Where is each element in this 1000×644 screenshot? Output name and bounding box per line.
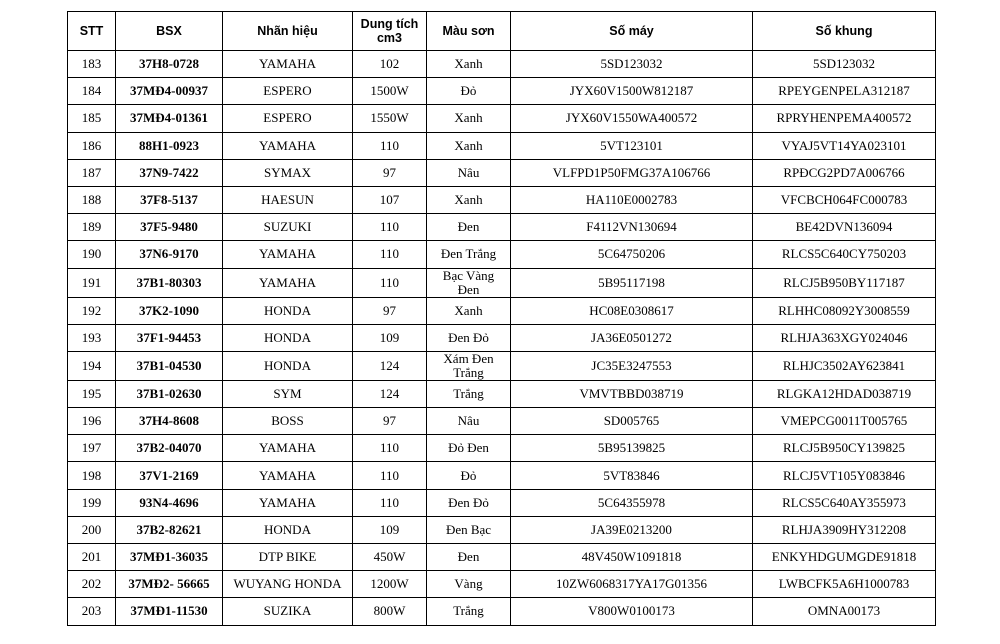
cell-capacity: 110: [353, 435, 427, 462]
cell-capacity: 110: [353, 241, 427, 268]
cell-color: Đen Đỏ: [427, 489, 511, 516]
cell-plate-number: 37H4-8608: [116, 408, 223, 435]
cell-stt: 185: [68, 105, 116, 132]
table-row: [68, 105, 936, 132]
cell-engine-number: HA110E0002783: [511, 186, 753, 213]
cell-capacity: 1500W: [353, 78, 427, 105]
cell-engine-number: V800W0100173: [511, 598, 753, 625]
cell-frame-number: VFCBCH064FC000783: [753, 186, 936, 213]
header-stt: STT: [68, 12, 116, 51]
table-row: [68, 435, 936, 462]
header-capacity: Dung tích cm3: [353, 12, 427, 51]
cell-brand: HAESUN: [223, 186, 353, 213]
cell-engine-number: 5SD123032: [511, 51, 753, 78]
cell-engine-number: F4112VN130694: [511, 214, 753, 241]
table-row: [68, 462, 936, 489]
cell-color: Nâu: [427, 408, 511, 435]
cell-engine-number: JYX60V1500W812187: [511, 78, 753, 105]
cell-frame-number: RLHJA363XGY024046: [753, 324, 936, 351]
cell-capacity: 97: [353, 408, 427, 435]
cell-brand: YAMAHA: [223, 241, 353, 268]
cell-color: Đen: [427, 214, 511, 241]
cell-frame-number: RLGKA12HDAD038719: [753, 380, 936, 407]
cell-stt: 187: [68, 159, 116, 186]
cell-capacity: 124: [353, 351, 427, 380]
header-brand: Nhãn hiệu: [223, 12, 353, 51]
cell-plate-number: 37F5-9480: [116, 214, 223, 241]
cell-color: Đen Trắng: [427, 241, 511, 268]
cell-brand: SUZUKI: [223, 214, 353, 241]
cell-frame-number: RLCJ5VT105Y083846: [753, 462, 936, 489]
cell-color: Vàng: [427, 571, 511, 598]
cell-plate-number: 37B1-04530: [116, 351, 223, 380]
table-row: [68, 297, 936, 324]
table-row: [68, 268, 936, 297]
cell-frame-number: VYAJ5VT14YA023101: [753, 132, 936, 159]
table-row: [68, 241, 936, 268]
cell-stt: 201: [68, 544, 116, 571]
cell-stt: 200: [68, 516, 116, 543]
cell-frame-number: OMNA00173: [753, 598, 936, 625]
cell-frame-number: RLHHC08092Y3008559: [753, 297, 936, 324]
cell-plate-number: 37B1-80303: [116, 268, 223, 297]
table-body: [68, 51, 936, 626]
cell-engine-number: 5C64355978: [511, 489, 753, 516]
cell-brand: ESPERO: [223, 105, 353, 132]
table-row: [68, 351, 936, 380]
cell-stt: 199: [68, 489, 116, 516]
table-row: [68, 598, 936, 625]
cell-brand: SYM: [223, 380, 353, 407]
cell-frame-number: ENKYHDGUMGDE91818: [753, 544, 936, 571]
cell-engine-number: 5VT83846: [511, 462, 753, 489]
cell-stt: 183: [68, 51, 116, 78]
cell-color: Xanh: [427, 186, 511, 213]
cell-stt: 192: [68, 297, 116, 324]
cell-frame-number: RLCJ5B950CY139825: [753, 435, 936, 462]
cell-plate-number: 37F8-5137: [116, 186, 223, 213]
header-color: Màu sơn: [427, 12, 511, 51]
cell-color: Trắng: [427, 380, 511, 407]
cell-color: Bạc Vàng Đen: [427, 268, 511, 297]
cell-frame-number: RPRYHENPEMA400572: [753, 105, 936, 132]
cell-brand: HONDA: [223, 516, 353, 543]
cell-plate-number: 37H8-0728: [116, 51, 223, 78]
cell-stt: 191: [68, 268, 116, 297]
cell-brand: SYMAX: [223, 159, 353, 186]
cell-capacity: 1200W: [353, 571, 427, 598]
cell-engine-number: SD005765: [511, 408, 753, 435]
cell-engine-number: 5VT123101: [511, 132, 753, 159]
table-row: [68, 516, 936, 543]
table-row: [68, 324, 936, 351]
cell-stt: 203: [68, 598, 116, 625]
cell-brand: HONDA: [223, 351, 353, 380]
cell-plate-number: 37B2-04070: [116, 435, 223, 462]
cell-color: Đen Đỏ: [427, 324, 511, 351]
cell-stt: 196: [68, 408, 116, 435]
cell-capacity: 110: [353, 462, 427, 489]
cell-brand: DTP BIKE: [223, 544, 353, 571]
cell-plate-number: 37MĐ1-36035: [116, 544, 223, 571]
cell-color: Đen: [427, 544, 511, 571]
cell-plate-number: 37N6-9170: [116, 241, 223, 268]
cell-plate-number: 37MĐ4-00937: [116, 78, 223, 105]
cell-stt: 184: [68, 78, 116, 105]
cell-brand: ESPERO: [223, 78, 353, 105]
cell-brand: YAMAHA: [223, 435, 353, 462]
cell-capacity: 97: [353, 159, 427, 186]
cell-capacity: 102: [353, 51, 427, 78]
cell-color: Xanh: [427, 297, 511, 324]
cell-brand: HONDA: [223, 324, 353, 351]
cell-engine-number: 10ZW6068317YA17G01356: [511, 571, 753, 598]
cell-stt: 188: [68, 186, 116, 213]
header-bsx: BSX: [116, 12, 223, 51]
cell-capacity: 97: [353, 297, 427, 324]
cell-color: Đỏ: [427, 78, 511, 105]
cell-stt: 194: [68, 351, 116, 380]
cell-capacity: 1550W: [353, 105, 427, 132]
table-row: [68, 186, 936, 213]
cell-plate-number: 37B1-02630: [116, 380, 223, 407]
cell-capacity: 109: [353, 516, 427, 543]
cell-color: Xanh: [427, 105, 511, 132]
cell-capacity: 107: [353, 186, 427, 213]
cell-brand: YAMAHA: [223, 132, 353, 159]
table-row: [68, 159, 936, 186]
cell-plate-number: 37F1-94453: [116, 324, 223, 351]
cell-engine-number: 5B95117198: [511, 268, 753, 297]
cell-frame-number: LWBCFK5A6H1000783: [753, 571, 936, 598]
cell-capacity: 110: [353, 132, 427, 159]
header-row: [68, 12, 936, 51]
cell-plate-number: 37N9-7422: [116, 159, 223, 186]
cell-engine-number: JA39E0213200: [511, 516, 753, 543]
table-row: [68, 214, 936, 241]
cell-color: Nâu: [427, 159, 511, 186]
cell-stt: 202: [68, 571, 116, 598]
cell-plate-number: 93N4-4696: [116, 489, 223, 516]
cell-stt: 195: [68, 380, 116, 407]
table-row: [68, 408, 936, 435]
cell-capacity: 110: [353, 214, 427, 241]
cell-color: Đỏ: [427, 462, 511, 489]
cell-plate-number: 37K2-1090: [116, 297, 223, 324]
cell-color: Trắng: [427, 598, 511, 625]
cell-brand: YAMAHA: [223, 462, 353, 489]
table-row: [68, 489, 936, 516]
table-row: [68, 78, 936, 105]
cell-capacity: 109: [353, 324, 427, 351]
cell-frame-number: RLCS5C640AY355973: [753, 489, 936, 516]
cell-color: Xám Đen Trắng: [427, 351, 511, 380]
cell-plate-number: 37MĐ2- 56665: [116, 571, 223, 598]
cell-engine-number: JA36E0501272: [511, 324, 753, 351]
cell-frame-number: BE42DVN136094: [753, 214, 936, 241]
table-row: [68, 544, 936, 571]
cell-capacity: 800W: [353, 598, 427, 625]
cell-engine-number: 48V450W1091818: [511, 544, 753, 571]
cell-brand: BOSS: [223, 408, 353, 435]
table-row: [68, 132, 936, 159]
cell-color: Xanh: [427, 132, 511, 159]
cell-frame-number: RPEYGENPELA312187: [753, 78, 936, 105]
cell-frame-number: RLHJA3909HY312208: [753, 516, 936, 543]
cell-stt: 197: [68, 435, 116, 462]
cell-engine-number: JYX60V1550WA400572: [511, 105, 753, 132]
cell-stt: 198: [68, 462, 116, 489]
cell-brand: YAMAHA: [223, 489, 353, 516]
cell-brand: HONDA: [223, 297, 353, 324]
cell-color: Xanh: [427, 51, 511, 78]
cell-color: Đỏ Đen: [427, 435, 511, 462]
cell-plate-number: 37B2-82621: [116, 516, 223, 543]
cell-frame-number: RPĐCG2PD7A006766: [753, 159, 936, 186]
cell-stt: 190: [68, 241, 116, 268]
cell-engine-number: HC08E0308617: [511, 297, 753, 324]
cell-engine-number: VMVTBBD038719: [511, 380, 753, 407]
cell-plate-number: 88H1-0923: [116, 132, 223, 159]
header-frame-number: Số khung: [753, 12, 936, 51]
cell-brand: SUZIKA: [223, 598, 353, 625]
cell-stt: 189: [68, 214, 116, 241]
cell-stt: 186: [68, 132, 116, 159]
table-row: [68, 380, 936, 407]
cell-plate-number: 37V1-2169: [116, 462, 223, 489]
vehicle-table: [67, 11, 936, 626]
cell-engine-number: 5B95139825: [511, 435, 753, 462]
table-row: [68, 51, 936, 78]
cell-capacity: 450W: [353, 544, 427, 571]
cell-color: Đen Bạc: [427, 516, 511, 543]
cell-frame-number: RLCJ5B950BY117187: [753, 268, 936, 297]
cell-engine-number: VLFPD1P50FMG37A106766: [511, 159, 753, 186]
cell-engine-number: JC35E3247553: [511, 351, 753, 380]
cell-capacity: 124: [353, 380, 427, 407]
cell-capacity: 110: [353, 489, 427, 516]
cell-brand: WUYANG HONDA: [223, 571, 353, 598]
cell-frame-number: RLCS5C640CY750203: [753, 241, 936, 268]
cell-stt: 193: [68, 324, 116, 351]
header-engine-number: Số máy: [511, 12, 753, 51]
cell-frame-number: RLHJC3502AY623841: [753, 351, 936, 380]
cell-frame-number: VMEPCG0011T005765: [753, 408, 936, 435]
cell-frame-number: 5SD123032: [753, 51, 936, 78]
cell-brand: YAMAHA: [223, 268, 353, 297]
cell-capacity: 110: [353, 268, 427, 297]
cell-plate-number: 37MĐ1-11530: [116, 598, 223, 625]
table-row: [68, 571, 936, 598]
cell-engine-number: 5C64750206: [511, 241, 753, 268]
cell-plate-number: 37MĐ4-01361: [116, 105, 223, 132]
cell-brand: YAMAHA: [223, 51, 353, 78]
